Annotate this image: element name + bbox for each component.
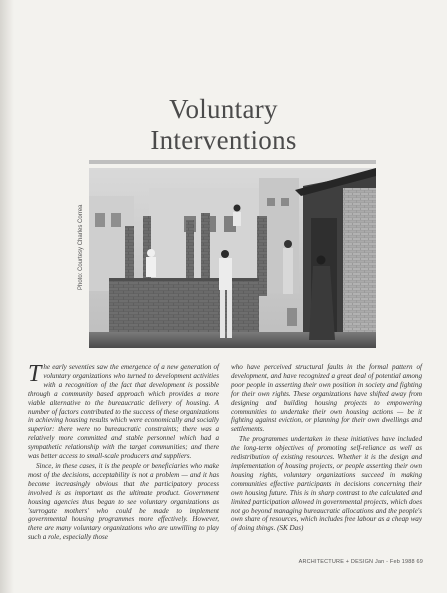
photo-credit: Photo: Courtesy Charles Correa	[78, 204, 84, 290]
drop-cap: T	[28, 361, 42, 387]
title-line-2: Interventions	[150, 125, 297, 155]
article-photo	[89, 168, 376, 348]
body-paragraph	[231, 435, 422, 533]
body-column-right	[231, 363, 422, 534]
body-paragraph: Since, in these cases, it is the people or beneficiaries who make most of the decisions, acceptability is not a problem — and it has become increasingly obvious that the participatory process involved is as important as the ultimate product. Government housing agencies thus began to see voluntary organizations as 'surrogate mothers' who could be made to implement governmental housing programmes more effectively. However, there are many voluntary organizations who are unwilling to play such a role, especially those	[28, 461, 219, 542]
paragraph-text: he early seventies saw the emergence of a new generation of voluntary organizations who turned to development activities with a recognition of the fact that development is possible through a community based approach which provides a more viable alternative to the bureaucratic delivery of housing. A number of factors contributed to the success of these organizations in achieving housing results which were economically and socially superior: there were no bureaucratic constraints; there was a relatively more committed and stable personnel which had a sympathetic relationship with the target communities; and there was better access to small-scale producers and suppliers.	[28, 363, 219, 461]
body-paragraph: who have perceived structural faults in the formal pattern of development, and have recognized a great deal of potential among poor people in asserting their own position in society and fighting for their own rights. These organizations have shifted away from designing and building housing projects to empowering communities to undertake their own housing actions — be it fighting against eviction, or planning for their own dwellings and settlements.	[231, 363, 422, 434]
article-title	[0, 94, 447, 156]
page-footer: ARCHITECTURE + DESIGN Jan - Feb 1988 69	[298, 559, 423, 565]
construction-scene-image	[89, 168, 376, 348]
author-signature: (SK Das)	[277, 524, 304, 533]
article-body	[28, 361, 422, 542]
body-paragraph	[28, 363, 219, 461]
page-fold-shadow	[0, 0, 14, 593]
title-rule	[89, 160, 376, 164]
paragraph-text: The programmes undertaken in these initiatives have included the long-term objectives of promoting self-reliance as well as redistribution of existing resources. Whether it is the design and implementation of housing projects, or people asserting their own housing rights, voluntary organizations succeed in making communities effective participants in decisions concerning their own housing future. This is in sharp contrast to the calculated and limited participation allowed in governmental projects, which does not go beyond managing bureaucratic allocations and the people's own share of resources, which includes free labour as a cheap way of doing things.	[231, 435, 422, 533]
body-column-left	[28, 363, 219, 543]
title-line-1: Voluntary	[169, 94, 278, 124]
